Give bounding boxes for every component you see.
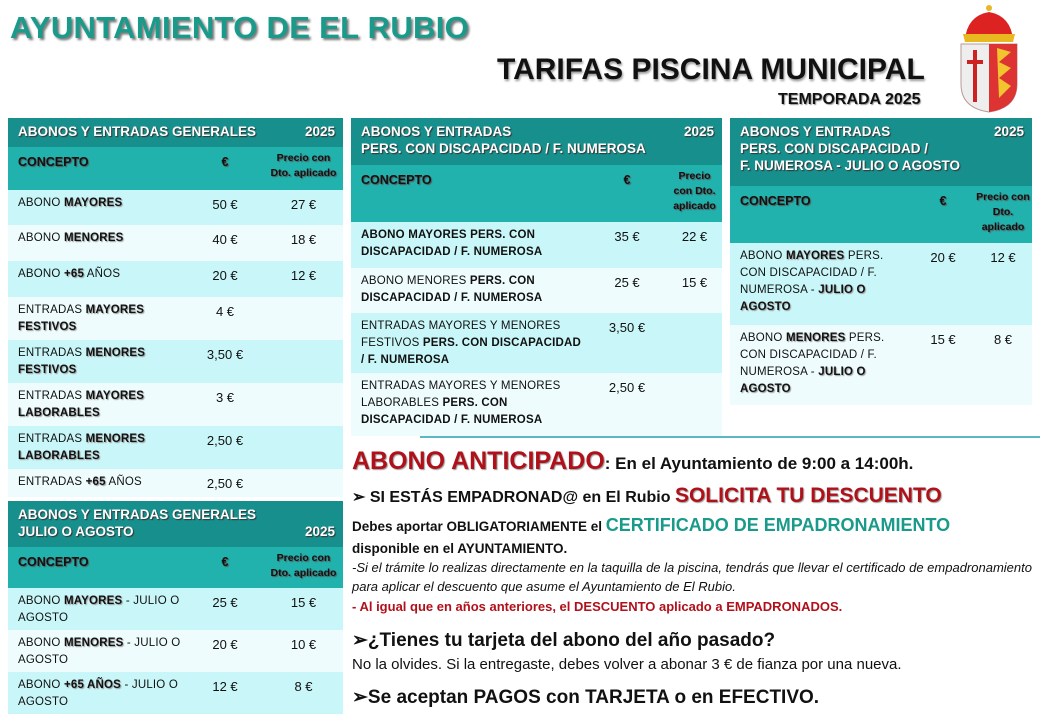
taquilla-note: -Si el trámite lo realizas directamente en la taquilla de la piscina, tendrás que llevar el certificado de empadronamiento para aplicar el descuento que asume el Ayuntamiento de El Rubio. [352,560,1032,594]
advance-label: ABONO ANTICIPADO [352,447,605,475]
column-discount: Precio con Dto. aplicado [667,165,722,222]
column-concept: CONCEPTO [351,165,587,222]
cert-text-2: disponible en el AYUNTAMIENTO. [352,541,568,556]
concept-part: AÑOS [84,268,121,280]
concept-part: PERS. CON DISCAPACIDAD / F. NUMEROSA - [740,250,884,296]
row-discount: 10 € [264,630,343,672]
row-concept [8,190,186,225]
concept-part: ABONO [18,595,64,607]
concept-part: ABONO [740,332,786,344]
payment-text: Se aceptan PAGOS con TARJETA o en EFECTIVO. [367,687,820,708]
column-header [730,186,1032,243]
concept-part: ABONO [18,679,64,691]
concept-part: ENTRADAS MAYORES Y MENORES FESTIVOS [361,320,561,349]
table-header [351,118,722,165]
table-title [8,501,343,547]
row-concept [8,340,186,383]
table-title [351,118,722,165]
coat-of-arms-icon [955,2,1023,114]
column-price: € [186,147,264,190]
row-concept [351,373,587,436]
row-discount [264,297,343,340]
column-price: € [587,165,667,222]
row-discount: 15 € [264,588,343,630]
row-price: 20 € [186,630,264,672]
column-discount: Precio con Dto. aplicado [974,186,1032,243]
table-title-line: ABONOS Y ENTRADAS [740,124,891,139]
table-year: 2025 [683,124,714,139]
concept-part: ENTRADAS [18,476,86,488]
concept-part: MENORES LABORABLES [18,433,146,462]
page-title: TARIFAS PISCINA MUNICIPAL [497,53,925,86]
concept-part: MAYORES [785,250,845,262]
row-price: 3,50 € [587,313,667,373]
concept-part: PERS. CON DISCAPACIDAD / F. NUMEROSA [361,397,543,426]
census-highlight: SOLICITA TU DESCUENTO [674,484,942,507]
table-row [8,190,343,225]
card-question [352,629,775,652]
concept-part: - JULIO O AGOSTO [18,679,178,708]
table-row [351,268,722,313]
row-discount: 8 € [974,325,1032,405]
concept-part: MAYORES LABORABLES [18,390,145,419]
concept-part: +65 [85,476,106,488]
table-row [351,222,722,268]
census-text: SI ESTÁS EMPADRONAD@ en El Rubio [369,489,675,506]
row-concept [8,225,186,261]
arrow-bullet-icon: ➢ [352,630,368,651]
column-concept: CONCEPTO [730,186,912,243]
table-title-line: ABONOS Y ENTRADAS GENERALES [18,124,257,139]
row-price: 3,50 € [186,340,264,383]
concept-part: MAYORES [63,197,123,209]
concept-part: ABONO [18,232,64,244]
row-price: 2,50 € [587,373,667,436]
row-concept [8,672,186,714]
advance-text: : En el Ayuntamiento de 9:00 a 14:00h. [604,454,914,473]
payment-note [352,686,819,709]
concept-part: PERS. CON DISCAPACIDAD / F. NUMEROSA - [740,332,885,378]
row-price: 20 € [186,261,264,297]
row-concept [8,383,186,426]
advance-payment-note [352,447,913,476]
concept-part: PERS. CON DISCAPACIDAD / F. NUMEROSA [361,275,543,304]
row-price: 3 € [186,383,264,426]
table-row [8,469,343,497]
column-concept: CONCEPTO [8,147,186,190]
concept-part: - JULIO O AGOSTO [18,637,181,666]
row-discount [264,383,343,426]
column-concept: CONCEPTO [8,547,186,588]
table-header [8,118,343,147]
concept-part: JULIO O AGOSTO [740,284,866,313]
concept-part: ABONO [18,637,64,649]
arrow-bullet-icon: ➢ [352,687,368,708]
concept-part: ABONO [740,250,786,262]
discount-note: - Al igual que en años anteriores, el DESCUENTO aplicado a EMPADRONADOS. [352,599,843,614]
row-price: 20 € [912,243,974,325]
concept-part: ABONO [18,197,64,209]
table-row [351,373,722,436]
concept-part: +65 AÑOS [63,679,122,691]
table-row [8,630,343,672]
table-generales [8,118,343,497]
row-concept [8,469,186,497]
row-concept [351,313,587,373]
concept-part: ENTRADAS [18,390,86,402]
row-price: 4 € [186,297,264,340]
table-discapacidad-julio-agosto [730,118,1032,405]
table-title [730,118,1032,186]
table-header [730,118,1032,186]
cert-text: Debes aportar OBLIGATORIAMENTE el [352,519,606,534]
row-discount: 27 € [264,190,343,225]
row-concept [8,588,186,630]
row-price: 35 € [587,222,667,268]
column-price: € [186,547,264,588]
census-discount-note [352,484,942,508]
table-row [8,672,343,714]
concept-part: - JULIO O AGOSTO [18,595,180,624]
concept-part: ABONO MENORES [361,275,470,287]
concept-part: PERS. CON DISCAPACIDAD / F. NUMEROSA [361,337,582,366]
column-header [351,165,722,222]
table-row [730,325,1032,405]
table-row [8,426,343,469]
concept-part: MAYORES FESTIVOS [18,304,145,333]
table-row [8,588,343,630]
table-generales-julio-agosto [8,501,343,714]
card-question-text: ¿Tienes tu tarjeta del abono del año pasado? [367,630,776,651]
row-concept [730,325,912,405]
table-year: 2025 [304,124,335,139]
row-price: 12 € [186,672,264,714]
row-discount: 22 € [667,222,722,268]
certificate-note [352,514,1032,560]
row-discount: 15 € [667,268,722,313]
row-price: 40 € [186,225,264,261]
row-price: 25 € [186,588,264,630]
row-discount: 12 € [974,243,1032,325]
table-row [8,225,343,261]
table-year: 2025 [993,124,1024,139]
cert-highlight: CERTIFICADO DE EMPADRONAMIENTO [605,515,951,535]
row-discount: 18 € [264,225,343,261]
row-price: 15 € [912,325,974,405]
table-row [8,340,343,383]
table-row [8,383,343,426]
table-title-line: PERS. CON DISCAPACIDAD / F. NUMEROSA [361,141,646,156]
column-discount: Precio con Dto. aplicado [264,147,343,190]
season-label: TEMPORADA 2025 [778,91,921,108]
column-discount: Precio con Dto. aplicado [264,547,343,588]
concept-part: ENTRADAS [18,347,86,359]
row-concept [8,261,186,297]
concept-part: MENORES [785,332,846,344]
concept-part: JULIO O AGOSTO [740,366,866,395]
table-header [8,501,343,547]
table-row [730,243,1032,325]
row-discount [264,469,343,497]
row-concept [351,268,587,313]
table-title-line: JULIO O AGOSTO 2025 [18,523,343,540]
column-header [8,147,343,190]
concept-part: MENORES FESTIVOS [18,347,146,376]
row-price: 2,50 € [186,469,264,497]
row-discount [667,373,722,436]
concept-part: ENTRADAS [18,433,86,445]
table-title-line: ABONOS Y ENTRADAS GENERALES [18,507,257,522]
row-discount [667,313,722,373]
concept-part: ENTRADAS MAYORES Y MENORES LABORABLES [361,380,561,409]
row-concept [351,222,587,268]
row-price: 2,50 € [186,426,264,469]
column-price: € [912,186,974,243]
concept-part: AÑOS [105,476,142,488]
row-discount [264,340,343,383]
row-concept [8,297,186,340]
row-concept [8,630,186,672]
divider [420,436,1040,438]
table-discapacidad [351,118,722,436]
row-price: 50 € [186,190,264,225]
concept-part: ENTRADAS [18,304,86,316]
concept-part: MAYORES [63,595,123,607]
arrow-bullet-icon: ➢ [352,489,370,506]
concept-part: ABONO [18,268,64,280]
table-row [8,261,343,297]
row-discount: 12 € [264,261,343,297]
concept-part: ABONO MAYORES PERS. CON DISCAPACIDAD / F. NUMEROSA [361,229,543,258]
row-discount [264,426,343,469]
row-price: 25 € [587,268,667,313]
table-title [8,118,343,147]
row-concept [8,426,186,469]
concept-part: MENORES [63,232,124,244]
table-title-line: ABONOS Y ENTRADAS [361,124,512,139]
table-row [8,297,343,340]
concept-part: MENORES [63,637,124,649]
table-title-line: PERS. CON DISCAPACIDAD / [740,141,929,156]
table-title-line: F. NUMEROSA - JULIO O AGOSTO [740,158,961,173]
concept-part: +65 [63,268,85,280]
table-row [351,313,722,373]
row-discount: 8 € [264,672,343,714]
card-note: No la olvides. Si la entregaste, debes volver a abonar 3 € de fianza por una nueva. [352,656,902,673]
row-concept [730,243,912,325]
municipality-title: AYUNTAMIENTO DE EL RUBIO [10,10,470,45]
table-year: 2025 [304,524,335,539]
column-header [8,547,343,588]
